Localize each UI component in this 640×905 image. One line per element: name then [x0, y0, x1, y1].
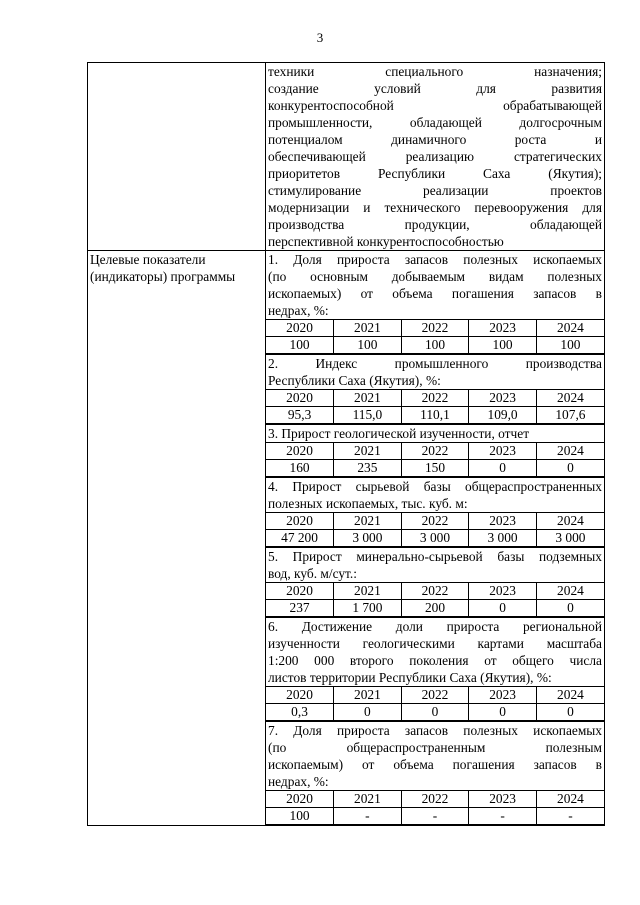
indicators-label-line: Целевые показатели — [90, 252, 206, 267]
year-cell: 2022 — [401, 791, 469, 808]
value-cell: 3 000 — [401, 530, 469, 547]
indicator-title-line: 3. Прирост геологической изученности, отчет — [268, 426, 530, 441]
year-row — [266, 390, 604, 407]
goals-line: производства продукции, обладающей — [268, 217, 602, 232]
indicator-title-line: ископаемых) от объема погашения запасов в — [268, 286, 602, 301]
page-number: 3 — [316, 30, 324, 45]
year-row — [266, 320, 604, 337]
indicator-title-line: 2. Индекс промышленного производства — [268, 356, 602, 371]
indicator-values-table — [266, 512, 604, 547]
year-row — [266, 443, 604, 460]
year-cell: 2020 — [266, 390, 334, 407]
value-row — [266, 460, 604, 477]
indicator-block — [266, 547, 604, 617]
indicators-cell — [266, 251, 605, 826]
year-cell: 2020 — [266, 791, 334, 808]
indicator-title-line: 5. Прирост минерально-сырьевой базы подземных — [268, 549, 602, 564]
indicator-title-line: (по основным добываемым видам полезных — [268, 269, 602, 284]
indicator-block — [266, 424, 604, 477]
goals-line: приоритетов Республики Саха (Якутия); — [268, 166, 602, 181]
indicator-title-line: 7. Доля прироста запасов полезных ископаемых — [268, 723, 602, 738]
value-row — [266, 337, 604, 354]
year-cell: 2023 — [469, 583, 537, 600]
year-cell: 2022 — [401, 513, 469, 530]
year-cell: 2022 — [401, 687, 469, 704]
indicator-title-line: недрах, %: — [268, 774, 329, 789]
year-cell: 2021 — [334, 583, 402, 600]
indicator-values-table — [266, 686, 604, 721]
value-cell: 3 000 — [469, 530, 537, 547]
indicator-title — [266, 722, 604, 790]
goals-line: стимулирование реализации проектов — [268, 183, 602, 198]
value-cell: 100 — [401, 337, 469, 354]
value-row — [266, 407, 604, 424]
indicators-label-line: (индикаторы) программы — [90, 269, 236, 284]
value-cell: 235 — [334, 460, 402, 477]
year-cell: 2023 — [469, 687, 537, 704]
value-cell: 100 — [334, 337, 402, 354]
value-cell: - — [334, 808, 402, 825]
year-cell: 2024 — [536, 687, 604, 704]
year-row — [266, 513, 604, 530]
value-cell: 3 000 — [334, 530, 402, 547]
goals-line: потенциалом динамичного роста и — [268, 132, 602, 147]
value-cell: 100 — [536, 337, 604, 354]
value-row — [266, 600, 604, 617]
value-row — [266, 530, 604, 547]
indicator-title-line: недрах, %: — [268, 303, 329, 318]
indicators-label-cell — [88, 251, 266, 826]
indicator-title — [266, 355, 604, 389]
year-row — [266, 791, 604, 808]
value-row — [266, 704, 604, 721]
indicator-values-table — [266, 582, 604, 617]
goals-line: техники специального назначения; — [268, 64, 602, 79]
year-cell: 2023 — [469, 320, 537, 337]
year-cell: 2021 — [334, 320, 402, 337]
year-cell: 2023 — [469, 513, 537, 530]
goals-text-cell — [266, 63, 605, 251]
value-cell: 0 — [536, 600, 604, 617]
indicator-title-line: 1:200 000 второго поколения от общего числа — [268, 653, 602, 668]
value-cell: 107,6 — [536, 407, 604, 424]
indicator-title-line: полезных ископаемых, тыс. куб. м: — [268, 496, 468, 511]
goals-line: обеспечивающей реализацию стратегических — [268, 149, 602, 164]
year-cell: 2020 — [266, 513, 334, 530]
indicator-title — [266, 618, 604, 686]
year-cell: 2023 — [469, 443, 537, 460]
value-cell: 0 — [536, 704, 604, 721]
indicator-title-line: 1. Доля прироста запасов полезных ископаемых — [268, 252, 602, 267]
value-cell: 0 — [469, 460, 537, 477]
year-cell: 2024 — [536, 390, 604, 407]
indicator-values-table — [266, 389, 604, 424]
indicator-title — [266, 478, 604, 512]
value-cell: 110,1 — [401, 407, 469, 424]
goals-line: создание условий для развития — [268, 81, 602, 96]
goals-line: модернизации и технического перевооружения для — [268, 200, 602, 215]
value-row — [266, 808, 604, 825]
value-cell: 100 — [266, 808, 334, 825]
indicator-block — [266, 354, 604, 424]
year-cell: 2021 — [334, 791, 402, 808]
year-cell: 2024 — [536, 320, 604, 337]
year-cell: 2024 — [536, 791, 604, 808]
year-cell: 2024 — [536, 513, 604, 530]
program-passport-table — [87, 62, 605, 826]
value-cell: 0 — [401, 704, 469, 721]
value-cell: 160 — [266, 460, 334, 477]
year-row — [266, 687, 604, 704]
year-cell: 2024 — [536, 583, 604, 600]
value-cell: 3 000 — [536, 530, 604, 547]
indicator-title-line: 4. Прирост сырьевой базы общераспространенных — [268, 479, 602, 494]
indicator-title-line: вод, куб. м/сут.: — [268, 566, 357, 581]
value-cell: 0 — [469, 704, 537, 721]
value-cell: - — [401, 808, 469, 825]
year-cell: 2020 — [266, 583, 334, 600]
value-cell: - — [469, 808, 537, 825]
value-cell: 0 — [334, 704, 402, 721]
value-cell: - — [536, 808, 604, 825]
year-cell: 2021 — [334, 443, 402, 460]
value-cell: 47 200 — [266, 530, 334, 547]
value-cell: 100 — [469, 337, 537, 354]
indicator-values-table — [266, 442, 604, 477]
year-cell: 2023 — [469, 791, 537, 808]
year-cell: 2024 — [536, 443, 604, 460]
value-cell: 0,3 — [266, 704, 334, 721]
goals-label-cell — [88, 63, 266, 251]
value-cell: 0 — [469, 600, 537, 617]
year-cell: 2020 — [266, 443, 334, 460]
value-cell: 150 — [401, 460, 469, 477]
value-cell: 100 — [266, 337, 334, 354]
goals-row — [88, 63, 605, 251]
value-cell: 1 700 — [334, 600, 402, 617]
indicator-title — [266, 425, 604, 442]
value-cell: 95,3 — [266, 407, 334, 424]
goals-line: промышленности, обладающей долгосрочным — [268, 115, 602, 130]
indicator-values-table — [266, 790, 604, 825]
value-cell: 200 — [401, 600, 469, 617]
value-cell: 0 — [536, 460, 604, 477]
year-cell: 2020 — [266, 687, 334, 704]
indicator-title-line: листов территории Республики Саха (Якутия), %: — [268, 670, 552, 685]
year-cell: 2022 — [401, 583, 469, 600]
year-cell: 2021 — [334, 390, 402, 407]
year-cell: 2021 — [334, 687, 402, 704]
year-cell: 2023 — [469, 390, 537, 407]
goals-line: перспективной конкурентоспособностью — [268, 234, 504, 249]
indicator-title-line: ископаемым) от объема погашения запасов в — [268, 757, 602, 772]
indicators-row — [88, 251, 605, 826]
indicator-title-line: изученности геологическими картами масштаба — [268, 636, 602, 651]
indicator-title — [266, 548, 604, 582]
year-cell: 2022 — [401, 443, 469, 460]
indicator-title-line: 6. Достижение доли прироста региональной — [268, 619, 602, 634]
indicator-block — [266, 721, 604, 825]
value-cell: 109,0 — [469, 407, 537, 424]
year-cell: 2022 — [401, 390, 469, 407]
indicator-block — [266, 477, 604, 547]
year-cell: 2020 — [266, 320, 334, 337]
year-cell: 2021 — [334, 513, 402, 530]
indicator-values-table — [266, 319, 604, 354]
indicator-title-line: (по общераспространенным полезным — [268, 740, 602, 755]
goals-line: конкурентоспособной обрабатывающей — [268, 98, 602, 113]
value-cell: 115,0 — [334, 407, 402, 424]
year-row — [266, 583, 604, 600]
value-cell: 237 — [266, 600, 334, 617]
year-cell: 2022 — [401, 320, 469, 337]
indicator-block — [266, 251, 604, 354]
indicator-title-line: Республики Саха (Якутия), %: — [268, 373, 441, 388]
indicator-title — [266, 251, 604, 319]
indicator-block — [266, 617, 604, 721]
